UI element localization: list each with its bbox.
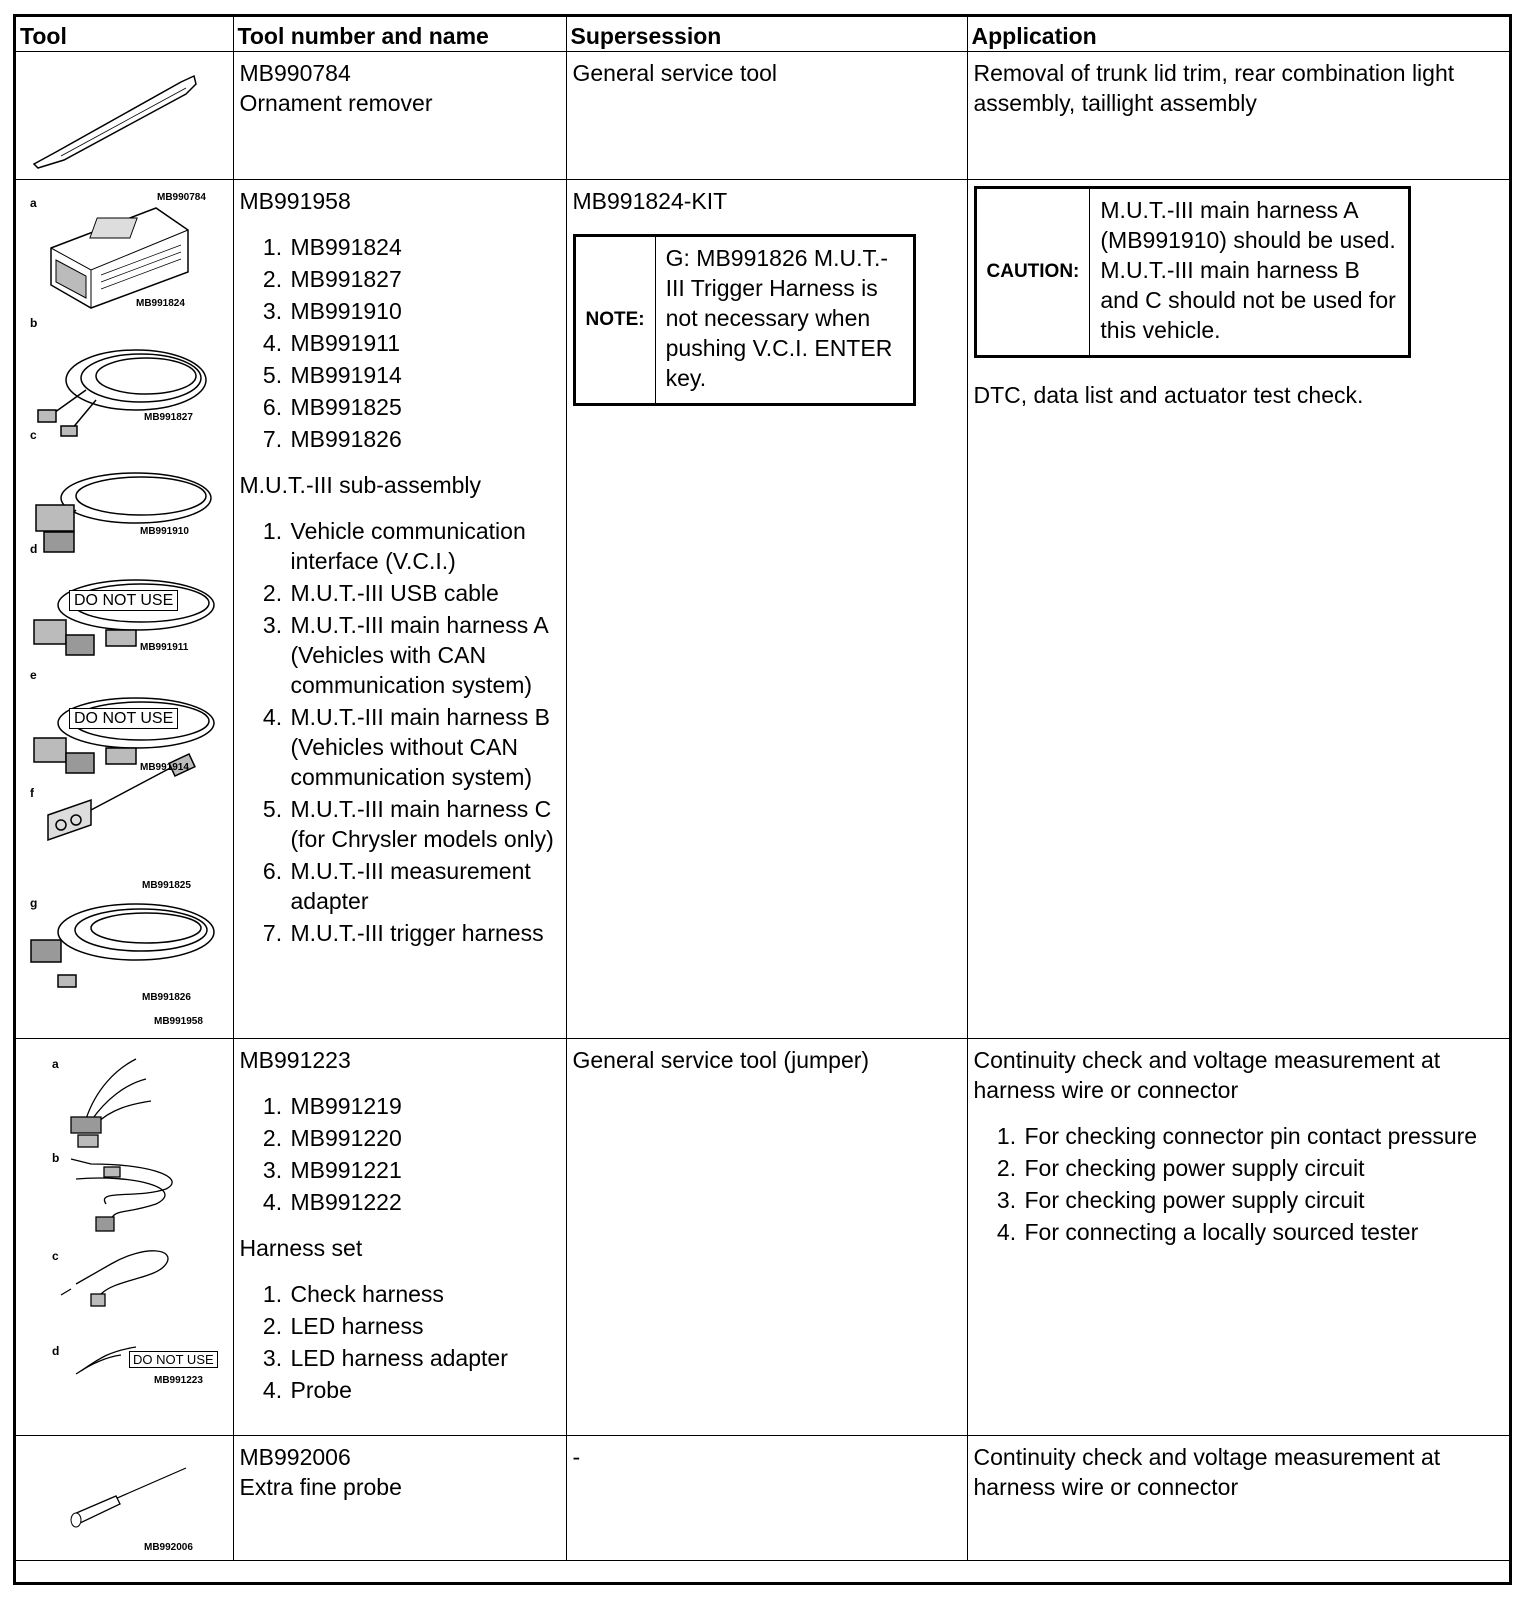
list-item: 2. LED harness — [289, 1311, 560, 1341]
ornament-remover-illustration — [16, 52, 233, 179]
image-caption: MB991910 — [140, 525, 189, 537]
image-letter: a — [52, 1056, 59, 1071]
table-row — [16, 179, 1509, 1038]
probe-illustration — [76, 1347, 136, 1374]
supersession-cell — [566, 179, 967, 1038]
image-caption: MB991914 — [140, 761, 189, 773]
check-harness-illustration — [71, 1059, 151, 1147]
header-application: Application — [967, 17, 1509, 51]
list-item: 1. For checking connector pin contact pressure — [1023, 1121, 1504, 1151]
harness-set-list — [240, 1279, 560, 1405]
special-tools-table — [16, 17, 1509, 1561]
list-item: 3. MB991910 — [289, 296, 560, 326]
image-caption: MB991827 — [144, 411, 193, 423]
image-caption: MB991911 — [140, 641, 189, 653]
caution-label: CAUTION: — [975, 187, 1090, 356]
image-letter: b — [52, 1150, 60, 1165]
tool-number: MB991223 — [239, 1046, 351, 1073]
application-text: Continuity check and voltage measurement at harness wire or connector — [973, 1046, 1441, 1103]
tool-image-cell — [16, 51, 233, 203]
application-cell: Continuity check and voltage measurement at harness wire or connector — [967, 1435, 1509, 1560]
list-item: 2. MB991220 — [289, 1123, 560, 1153]
tool-number: MB992006 — [239, 1443, 351, 1470]
do-not-use-badge: DO NOT USE — [129, 1351, 218, 1368]
header-tool: Tool — [16, 17, 233, 51]
usb-cable-illustration — [38, 350, 206, 436]
image-caption: MB991824 — [136, 297, 185, 309]
list-item: 5. M.U.T.-III main harness C (for Chrysler models only) — [289, 794, 560, 854]
list-item: 1. MB991824 — [289, 232, 560, 262]
tool-number-name-cell — [233, 1435, 566, 1560]
list-item: 2. For checking power supply circuit — [1023, 1153, 1504, 1183]
sub-assembly-list — [240, 516, 560, 948]
part-number-list — [240, 232, 560, 454]
do-not-use-badge: DO NOT USE — [69, 708, 178, 729]
image-letter: a — [30, 195, 37, 210]
harness-set-title: Harness set — [239, 1234, 363, 1261]
table-row — [16, 51, 1509, 179]
header-tool-number-name: Tool number and name — [233, 17, 566, 51]
list-item: 2. M.U.T.-III USB cable — [289, 578, 560, 608]
list-item: 7. MB991826 — [289, 424, 560, 454]
list-item: 1. MB991219 — [289, 1091, 560, 1121]
list-item: 7. M.U.T.-III trigger harness — [289, 918, 560, 948]
supersession-cell: - — [566, 1435, 967, 1560]
supersession-cell: General service tool — [566, 51, 967, 179]
application-cell: Removal of trunk lid trim, rear combination light assembly, taillight assembly — [967, 51, 1509, 179]
tool-image-cell — [16, 1435, 233, 1560]
led-harness-illustration — [71, 1159, 172, 1231]
note-label: NOTE: — [574, 235, 655, 404]
tool-name: Extra fine probe — [239, 1473, 402, 1500]
header-supersession: Supersession — [566, 17, 967, 51]
do-not-use-badge: DO NOT USE — [69, 590, 178, 611]
image-letter: d — [30, 541, 38, 556]
image-letter: g — [30, 895, 38, 910]
list-item: 3. MB991221 — [289, 1155, 560, 1185]
image-letter: c — [52, 1248, 59, 1263]
tool-number: MB991958 — [239, 187, 351, 214]
tool-caption: MB991223 — [154, 1374, 203, 1386]
list-item: 5. MB991914 — [289, 360, 560, 390]
trigger-harness-illustration — [31, 904, 214, 987]
supersession-text: MB991824-KIT — [572, 187, 728, 214]
list-item: 2. MB991827 — [289, 264, 560, 294]
list-item: 3. M.U.T.-III main harness A (Vehicles with CAN communication system) — [289, 610, 560, 700]
list-item: 1. Vehicle communication interface (V.C.I.) — [289, 516, 560, 576]
tool-caption: MB991958 — [154, 1015, 203, 1027]
note-box — [573, 234, 916, 406]
main-harness-a-illustration — [36, 473, 211, 552]
tool-caption: MB992006 — [144, 1541, 193, 1553]
application-cell — [967, 1038, 1509, 1435]
list-item: 4. MB991222 — [289, 1187, 560, 1217]
application-text: DTC, data list and actuator test check. — [973, 381, 1364, 408]
image-letter: b — [30, 315, 38, 330]
tool-image-cell — [16, 179, 233, 1038]
image-letter: f — [30, 785, 34, 800]
list-item: 6. MB991825 — [289, 392, 560, 422]
header-row — [16, 17, 1509, 51]
list-item: 3. LED harness adapter — [289, 1343, 560, 1373]
supersession-cell: General service tool (jumper) — [566, 1038, 967, 1435]
image-caption: MB991825 — [142, 879, 191, 891]
image-caption: MB991826 — [142, 991, 191, 1003]
extra-fine-probe-illustration — [16, 1436, 233, 1560]
tool-caption: MB990784 — [157, 191, 206, 203]
tool-number: MB990784 — [239, 59, 351, 86]
image-letter: e — [30, 667, 37, 682]
list-item: 3. For checking power supply circuit — [1023, 1185, 1504, 1215]
tool-name: Ornament remover — [239, 89, 433, 116]
image-letter: c — [30, 427, 37, 442]
list-item: 4. MB991911 — [289, 328, 560, 358]
tool-table-frame — [13, 14, 1512, 1585]
tool-image-cell — [16, 1038, 233, 1435]
tool-number-name-cell — [233, 1038, 566, 1435]
tool-number-name-cell — [233, 179, 566, 1038]
sub-assembly-title: M.U.T.-III sub-assembly — [239, 471, 482, 498]
caution-text: M.U.T.-III main harness A (MB991910) should be used. M.U.T.-III main harness B and C should not be used for this vehicle. — [1100, 196, 1396, 343]
table-row — [16, 1435, 1509, 1560]
list-item: 4. M.U.T.-III main harness B (Vehicles without CAN communication system) — [289, 702, 560, 792]
led-harness-adapter-illustration — [61, 1250, 168, 1305]
table-row — [16, 1038, 1509, 1435]
part-number-list — [240, 1091, 560, 1217]
application-cell — [967, 179, 1509, 1038]
image-letter: d — [52, 1343, 60, 1358]
tool-number-name-cell — [233, 51, 566, 179]
list-item: 1. Check harness — [289, 1279, 560, 1309]
note-text: G: MB991826 M.U.T.-III Trigger Harness is not necessary when pushing V.C.I. ENTER key. — [665, 244, 893, 391]
list-item: 4. For connecting a locally sourced tester — [1023, 1217, 1504, 1247]
caution-box — [974, 186, 1411, 358]
list-item: 6. M.U.T.-III measurement adapter — [289, 856, 560, 916]
list-item: 4. Probe — [289, 1375, 560, 1405]
application-list — [974, 1121, 1504, 1247]
vci-unit-illustration — [51, 208, 188, 308]
